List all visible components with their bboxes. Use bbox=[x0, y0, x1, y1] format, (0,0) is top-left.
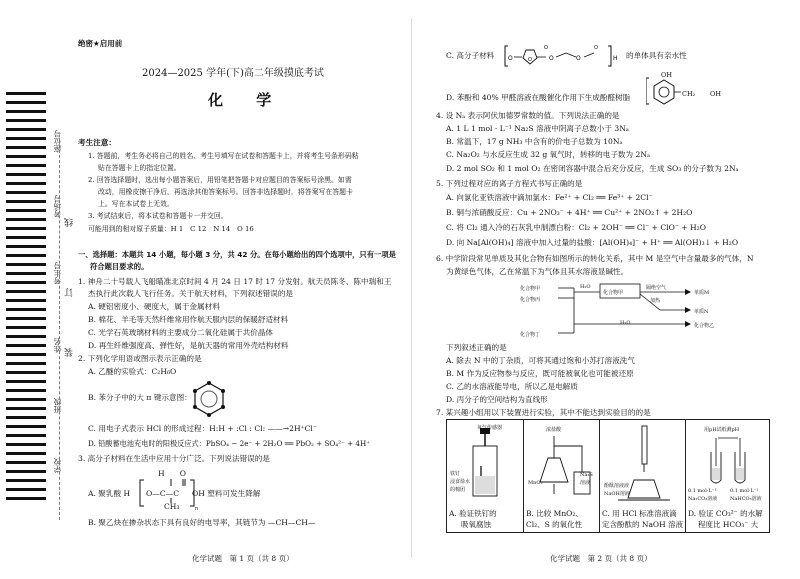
q6-heat-label: 隔绝空气 bbox=[646, 285, 667, 291]
seal-line bbox=[59, 140, 60, 520]
seal-mark-ding: 订 bbox=[65, 288, 75, 297]
q4-option-c: C. Na₂O₂ 与水反应生成 32 g 氧气时，转移的电子数为 2Nₐ bbox=[446, 150, 650, 159]
q6-compound-ding: 化合物丁 bbox=[520, 332, 541, 338]
q7-na2s: Na₂S bbox=[580, 472, 593, 478]
q3-option-c-prefix: C. 高分子材料 bbox=[446, 51, 495, 60]
q2-option-d: D. 铅酸蓄电池充电时的阳极反应式：PbSO₄ − 2e⁻ + 2H₂O ══ PbO₂ + SO₄²⁻ + 4H⁺ bbox=[88, 439, 371, 448]
q7-caption-a bbox=[449, 508, 521, 530]
svg-text:O: O bbox=[508, 55, 513, 62]
q7-naoh-sol: 酚酞溶液液 bbox=[604, 483, 630, 489]
q6-h2o-top: H₂O bbox=[580, 284, 591, 290]
secret-mark: 绝密★启用前 bbox=[78, 39, 123, 48]
q1-stem: 1. 神舟二十号载人飞船瞄准北京时间 4 月 24 日 17 时 17 分发射。航天员陈冬、陈中瑞和王 bbox=[78, 277, 392, 286]
seal-mark-zhuang: 装 bbox=[65, 348, 75, 357]
q7-caption-b bbox=[526, 508, 598, 530]
q6-option-c: C. 乙的水溶液能导电，所以乙是电解质 bbox=[446, 382, 578, 391]
svg-text:O: O bbox=[544, 45, 548, 51]
q1-option-a: A. 硬铝密度小、硬度大，属于金属材料 bbox=[88, 302, 220, 311]
field-class: 班级 bbox=[53, 398, 62, 413]
field-seat: 座位号 bbox=[53, 130, 62, 153]
resin-end: OH bbox=[710, 90, 721, 98]
svg-text:O: O bbox=[549, 55, 554, 62]
q7-caption-d-line1: D. 验证 CO₃²⁻ 的水解 bbox=[688, 509, 763, 518]
resin-oh: OH bbox=[661, 71, 672, 79]
svg-text:O: O bbox=[576, 55, 581, 62]
q6-stem: 6. 中学阶段常见单质及其化合物有如图所示的转化关系，其中 M 是空气中含量最多的气体，N bbox=[436, 254, 754, 263]
q7-caption-a-line2: 吸氧腐蚀 bbox=[461, 520, 491, 529]
svg-text:O: O bbox=[594, 45, 598, 51]
q6-box-label: 化合物甲 bbox=[603, 290, 624, 296]
q3-option-a-chain: O—C—C bbox=[146, 489, 180, 498]
q3-option-d: D. 苯酚和 40% 甲醛溶液在酸催化作用下生成酚醛树脂 bbox=[446, 93, 631, 102]
q3-option-a-prefix: A. 聚乳酸 H bbox=[88, 489, 131, 498]
q7-caption-a-line1: A. 验证铁钉的 bbox=[449, 509, 497, 518]
q7-cell-a bbox=[447, 420, 523, 532]
q7-caption-c-line2: 定含酚酞的 NaOH 溶液 bbox=[602, 520, 683, 529]
q1-option-d: D. 再生纤维强度高、弹性好，是航天器的常用外壳结构材料 bbox=[88, 341, 289, 350]
q7-na2s2: 溶液 bbox=[580, 480, 591, 486]
field-name: 姓名 bbox=[53, 338, 62, 353]
q7-nacl2: 的棉团 bbox=[450, 487, 466, 493]
q4-option-b: B. 常温下，17 g NH₃ 中含有的价电子总数为 10Nₐ bbox=[446, 137, 623, 146]
q7-mno2: MnO₂ bbox=[528, 480, 543, 486]
notice-line: 2. 回答选择题时，选出每小题答案后，用铅笔把答题卡对应题目的答案标号涂黑。如需 bbox=[88, 176, 352, 184]
exam-title: 2024—2025 学年(下)高二年级摸底考试 bbox=[142, 68, 324, 79]
q1-option-c: C. 光学石英玻璃材料的主要成分二氧化硅属于共价晶体 bbox=[88, 328, 274, 337]
q3-formula-ch3: CH₃ bbox=[164, 502, 180, 511]
test-tube-apparatus bbox=[698, 436, 758, 496]
resin-ch2: CH₂ bbox=[682, 90, 696, 98]
svg-text:n: n bbox=[195, 506, 198, 512]
q6-stem-cont: 为黄绿色气体，乙在常温下为气体且其水溶液显碱性。 bbox=[446, 267, 629, 276]
field-room: 考场号 bbox=[53, 195, 62, 218]
q7-stem: 7. 某兴趣小组用以下装置进行实验，其中不能达到实验目的的是 bbox=[436, 408, 651, 417]
q7-ph-paper: 用pH试纸测pH bbox=[704, 427, 740, 433]
notice-line: 改动，用橡皮擦干净后，再选涂其他答案标号。回答非选择题时，将答案写在答题卡 bbox=[98, 188, 353, 196]
q6-single-m: 单质M bbox=[694, 290, 710, 296]
q6-compound-jia: 化合物甲 bbox=[520, 286, 541, 292]
q5-option-d: D. 向 Na[Al(OH)₄] 溶液中加入过量的盐酸：[Al(OH)₄]⁻ + H⁺ ══ Al(OH)₃↓ + H₂O bbox=[446, 238, 739, 247]
q7-nahco3: 0.1 mol·L⁻¹ bbox=[730, 488, 759, 494]
q1-stem-cont: 杰执行此次载人飞行任务。关于航天材料，下列叙述错误的是 bbox=[88, 289, 294, 298]
q7-caption-b-line2: Cl₂、S 的氧化性 bbox=[526, 520, 583, 529]
q3-option-c-suffix: 的单体具有亲水性 bbox=[626, 51, 687, 60]
notice-heading: 考生注意： bbox=[78, 138, 116, 147]
notice-line: 1. 答题前，考生务必将自己的姓名、考生号填写在试卷和答题卡上，并将考生号条形码粘 bbox=[88, 152, 359, 160]
q7-na2co3b: Na₂CO₃溶液 bbox=[688, 496, 718, 502]
flask-apparatus bbox=[530, 432, 596, 504]
q7-apparatus-table bbox=[446, 419, 770, 533]
q6-diagram bbox=[520, 280, 720, 346]
q4-option-a: A. 1 L 1 mol · L⁻¹ Na₂S 溶液中阴离子总数小于 3Nₐ bbox=[446, 124, 629, 133]
q7-hcl-conc: 浓盐酸 bbox=[546, 427, 562, 433]
notice-line: 贴在答题卡上的指定位置。 bbox=[98, 164, 181, 172]
field-student-no: 考生号 bbox=[53, 262, 62, 285]
q7-caption-c bbox=[602, 508, 684, 530]
q7-caption-c-line1: C. 用 HCl 标准溶液滴 bbox=[602, 509, 677, 518]
furan-polymer-structure bbox=[504, 40, 624, 70]
q4-option-d: D. 2 mol SO₂ 和 1 mol O₂ 在密闭容器中混合后充分反应，生成 SO₃ 的分子数为 2Nₐ bbox=[446, 164, 739, 173]
q6-option-a: A. 除去 N 中的丁杂质，可将其通过饱和小苏打溶液洗气 bbox=[446, 356, 635, 365]
q7-nacl: 浸食盐水 bbox=[450, 479, 471, 485]
q5-stem: 5. 下列过程对应的离子方程式书写正确的是 bbox=[436, 179, 583, 188]
q5-option-c: C. 将 Cl₂ 通入冷的石灰乳中制漂白粉：Cl₂ + 2OH⁻ ══ Cl⁻ + ClO⁻ + H₂O bbox=[446, 223, 706, 232]
q7-caption-d bbox=[688, 508, 768, 530]
field-school: 学校 bbox=[53, 458, 62, 473]
q2-option-c: C. 用电子式表示 HCl 的形成过程：H:H + :Cl : Cl: ——→2H⁺Cl⁻ bbox=[88, 424, 317, 433]
page-footer-right: 化学试题 第 2 页（共 8 页） bbox=[550, 554, 652, 563]
q6-option-b: B. M 作为反应物参与反应，既可能被氧化也可能被还原 bbox=[446, 369, 634, 378]
q3-stem: 3. 高分子材料在生活中应用十分广泛。下列说法错误的是 bbox=[78, 454, 270, 463]
q7-cell-c bbox=[599, 420, 686, 532]
q6-h2o-bottom: H₂O bbox=[620, 320, 631, 326]
q6-options-stem: 下列叙述正确的是 bbox=[446, 343, 507, 352]
q5-option-a: A. 向氯化亚铁溶液中滴加氯水：Fe²⁺ + Cl₂ ══ Fe³⁺ + 2Cl⁻ bbox=[446, 193, 653, 202]
q7-caption-b-line1: B. 比较 MnO₂、 bbox=[526, 509, 583, 518]
svg-text:H: H bbox=[613, 55, 618, 62]
phenolic-resin-ring bbox=[646, 76, 682, 106]
subject-title: 化 学 bbox=[208, 91, 286, 109]
q6-compound-yi: 化合物乙 bbox=[694, 323, 715, 329]
column-divider bbox=[411, 18, 412, 558]
q7-nahco3b: NaHCO₃溶液 bbox=[730, 496, 762, 502]
q3-formula-top: H O bbox=[158, 469, 187, 478]
q7-na2co3: 0.1 mol·L⁻¹ bbox=[688, 488, 717, 494]
q6-heat-label2: 加热 bbox=[650, 298, 661, 304]
q7-naoh-sol2: NaOH溶液 bbox=[604, 491, 630, 497]
q6-single-n: 单质N bbox=[694, 309, 709, 315]
q7-cell-b bbox=[523, 420, 600, 532]
q7-cell-d bbox=[685, 420, 770, 532]
q2-option-a: A. 乙醚的实验式：C₂H₆O bbox=[88, 367, 177, 376]
q5-option-b: B. 铜与浓硝酸反应：Cu + 2NO₃⁻ + 4H⁺ ══ Cu²⁺ + 2NO₂↑ + 2H₂O bbox=[446, 208, 693, 217]
section-heading-cont: 符合题目要求的。 bbox=[90, 262, 149, 271]
barcode-stripes bbox=[6, 92, 46, 506]
page-footer-left: 化学试题 第 1 页（共 8 页） bbox=[192, 554, 294, 563]
q3-option-a-suffix: OH 塑料可发生降解 bbox=[192, 489, 261, 498]
notice-line: 3. 考试结束后，将本试卷和答题卡一并交回。 bbox=[88, 212, 228, 220]
q6-option-d: D. 丙分子的空间结构为直线形 bbox=[446, 395, 548, 404]
q4-stem: 4. 设 Nₐ 表示阿伏加德罗常数的值。下列说法正确的是 bbox=[436, 111, 620, 120]
notice-line: 上。写在本试卷上无效。 bbox=[98, 200, 174, 208]
section-heading: 一、选择题：本题共 14 小题，每小题 3 分，共 42 分。在每小题给出的四个选项中，只有一项是 bbox=[78, 250, 396, 259]
binding-strip bbox=[0, 0, 75, 579]
q7-caption-d-line2: 程度比 HCO₃⁻ 大 bbox=[698, 520, 759, 529]
q7-iron-nail: 铁钉 bbox=[450, 471, 461, 477]
q3-option-b: B. 聚乙炔在掺杂状态下具有良好的电导率，其链节为 —CH—CH— bbox=[88, 518, 316, 527]
q2-option-b: B. 苯分子中的大 π 键示意图： bbox=[88, 393, 192, 402]
atomic-mass-line: 可能用到的相对原子质量：H 1 C 12 N 14 O 16 bbox=[88, 225, 254, 233]
q7-o2-sensor: 氧气传感器 bbox=[477, 425, 503, 431]
benzene-pi-bond-diagram bbox=[192, 380, 226, 418]
q1-option-b: B. 棉花、羊毛等天然纤维常用作航天服内层的保暖舒适材料 bbox=[88, 315, 289, 324]
q6-compound-bing: 化合物丙 bbox=[520, 297, 541, 303]
seal-mark-line: 线 bbox=[65, 218, 75, 227]
svg-text:O: O bbox=[528, 57, 532, 63]
q2-stem: 2. 下列化学用语或图示表示正确的是 bbox=[78, 354, 202, 363]
